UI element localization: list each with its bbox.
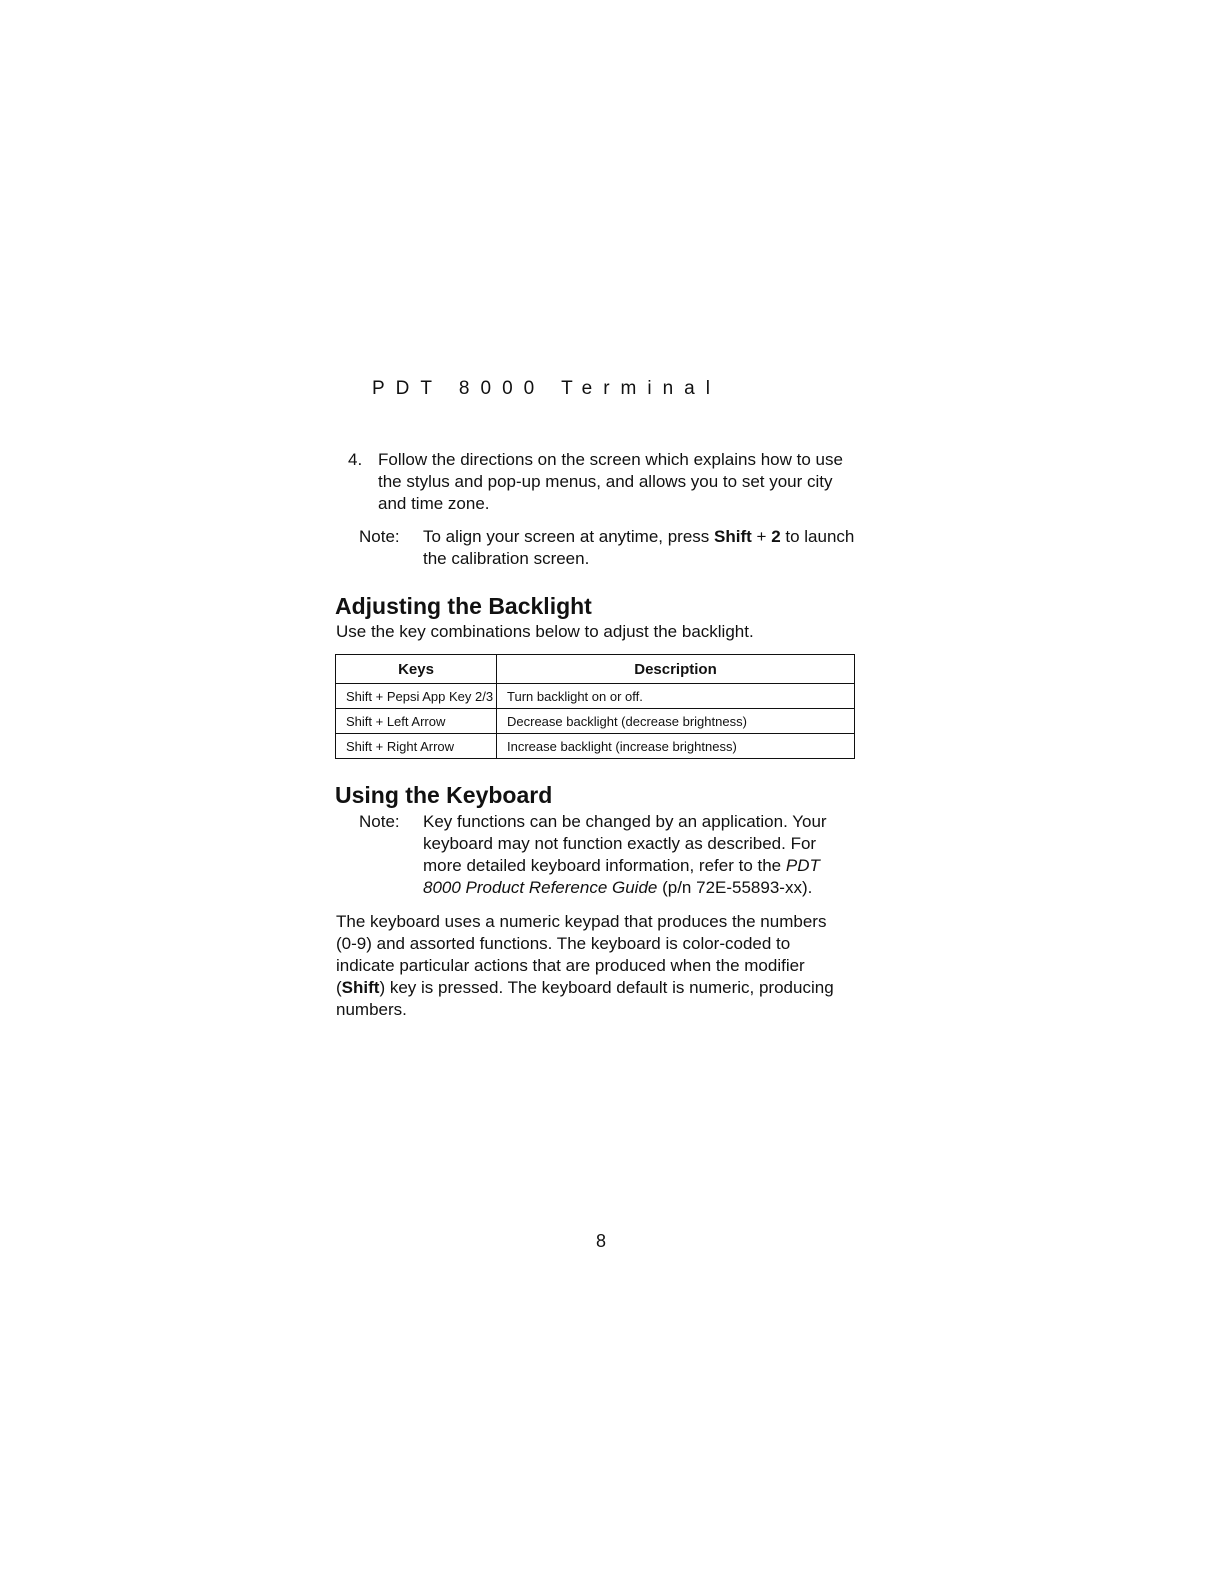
paragraph-text-end: ) key is pressed. The keyboard default is numeric, producing numbers. bbox=[336, 978, 834, 1019]
note-body bbox=[423, 526, 859, 570]
keys-cell: Shift + Right Arrow bbox=[336, 734, 497, 759]
paragraph-text: The keyboard uses a numeric keypad that produces the numbers (0-9) and assorted functions. The keyboard is color-coded to indicate particular actions that are produced when the modifier ( bbox=[336, 912, 827, 997]
note-label: Note: bbox=[359, 812, 400, 831]
shift-key-label: Shift bbox=[341, 978, 380, 997]
guide-title: PDT 8000 Product Reference Guide bbox=[423, 856, 820, 897]
keyboard-heading: Using the Keyboard bbox=[335, 782, 553, 808]
note-text-end: to launch the calibration screen. bbox=[423, 527, 855, 568]
keyboard-note bbox=[359, 811, 859, 899]
note-body bbox=[423, 811, 859, 899]
key-2-label: 2 bbox=[771, 527, 781, 546]
shift-key-label: Shift bbox=[714, 527, 752, 546]
step-4 bbox=[348, 449, 858, 515]
backlight-heading: Adjusting the Backlight bbox=[335, 593, 592, 619]
page-number: 8 bbox=[596, 1231, 607, 1251]
keys-column-header: Keys bbox=[336, 655, 497, 684]
description-cell: Increase backlight (increase brightness) bbox=[497, 734, 855, 759]
step-number: 4. bbox=[348, 450, 363, 469]
note-text: To align your screen at anytime, press bbox=[423, 527, 715, 546]
table-row bbox=[336, 684, 855, 709]
description-cell: Turn backlight on or off. bbox=[497, 684, 855, 709]
description-column-header: Description bbox=[497, 655, 855, 684]
backlight-intro: Use the key combinations below to adjust the backlight. bbox=[336, 622, 754, 641]
description-cell: Decrease backlight (decrease brightness) bbox=[497, 709, 855, 734]
keyboard-paragraph bbox=[336, 911, 851, 1021]
plus-text: + bbox=[751, 527, 772, 546]
table-row bbox=[336, 709, 855, 734]
keys-cell: Shift + Pepsi App Key 2/3 bbox=[336, 684, 497, 709]
keys-cell: Shift + Left Arrow bbox=[336, 709, 497, 734]
running-header: PDT 8000 Terminal bbox=[372, 378, 721, 399]
table-header-row bbox=[336, 655, 855, 684]
step-text: Follow the directions on the screen which explains how to use the stylus and pop-up menus, and allows you to set your city and time zone. bbox=[378, 450, 843, 513]
table-row bbox=[336, 734, 855, 759]
note-text: Key functions can be changed by an application. Your keyboard may not function exactly as described. For more detailed keyboard information, refer to the bbox=[423, 812, 827, 875]
note-text-end: (p/n 72E-55893-xx). bbox=[657, 878, 813, 897]
calibration-note bbox=[359, 526, 859, 570]
backlight-table bbox=[335, 654, 855, 759]
note-label: Note: bbox=[359, 527, 400, 546]
